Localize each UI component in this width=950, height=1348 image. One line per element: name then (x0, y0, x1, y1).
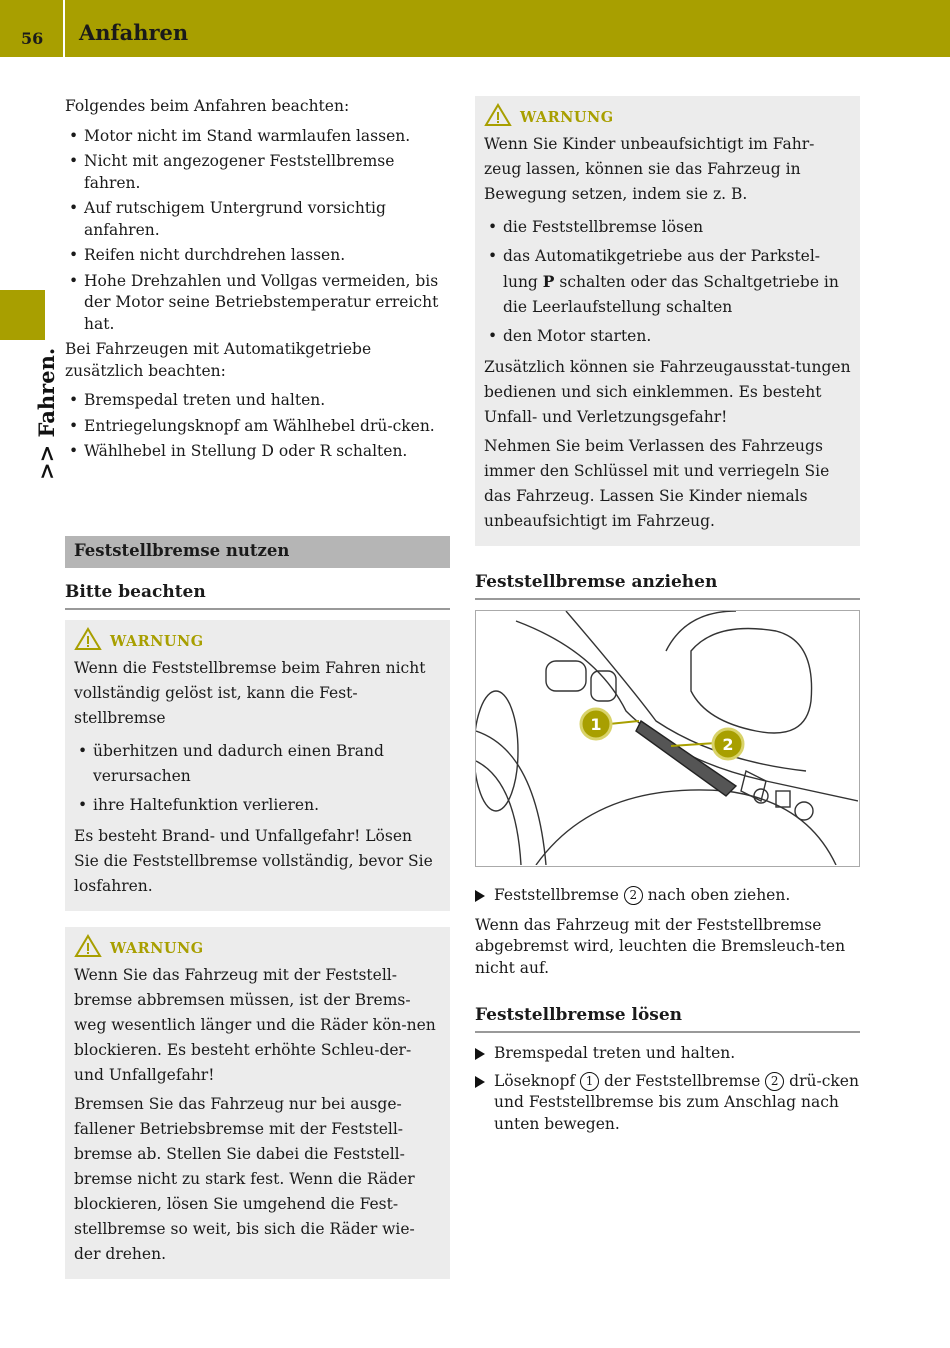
warning-box (65, 927, 450, 1279)
warning-label: WARNUNG (520, 108, 614, 126)
warning-triangle-icon (484, 103, 512, 131)
callout-ref: 1 (580, 1072, 599, 1091)
list-item: • Reifen nicht durchdrehen lassen. (65, 245, 450, 267)
warning-text: Wenn die Feststellbremse beim Fahren nicht vollständig gelöst ist, kann die Fest-stellbremse (74, 659, 426, 727)
warning-text: Wenn Sie das Fahrzeug mit der Feststell-bremse abbremsen müssen, ist der Brems-weg wesentlich länger und die Räder kön-nen blockieren. Es besteht erhöhte Schleu-der- und Unfallgefahr! (74, 966, 436, 1084)
callout-ref: 2 (765, 1072, 784, 1091)
instruction-step: Löseknopf 1 der Feststellbremse 2 drü-cken und Feststellbremse bis zum Anschlag nach unten bewegen. (475, 1071, 860, 1136)
parking-brake-illustration (475, 610, 860, 867)
intro-list (65, 126, 450, 336)
list-item: • das Automatikgetriebe aus der Parkstel-lung P schalten oder das Schaltgetriebe in die Leerlaufstellung schalten (484, 244, 851, 320)
warning-text: Bremsen Sie das Fahrzeug nur bei ausge-fallener Betriebsbremse mit der Feststell-bremse ab. Stellen Sie dabei die Feststell-bremse nicht zu stark fest. Wenn die Räder blockieren, lösen Sie umgehend die Fest-stellbremse so weit, bis sich die Räder wie-der drehen. (74, 1095, 415, 1263)
list-item: • Hohe Drehzahlen und Vollgas vermeiden, bis der Motor seine Betriebstemperatur erreicht hat. (65, 271, 450, 336)
subsection-heading: Feststellbremse lösen (475, 1005, 860, 1033)
list-item: • überhitzen und dadurch einen Brand verursachen (74, 739, 441, 789)
list-item: • Auf rutschigem Untergrund vorsichtig anfahren. (65, 198, 450, 241)
left-column-lower (65, 536, 450, 1295)
step-arrow-icon (475, 1048, 485, 1060)
list-item: • Wählhebel in Stellung D oder R schalten. (65, 441, 450, 463)
page-title: Anfahren (79, 20, 189, 45)
list-item: • Bremspedal treten und halten. (65, 390, 450, 412)
list-item: • ihre Haltefunktion verlieren. (74, 793, 441, 818)
header-divider (63, 0, 65, 57)
callout-ref: 2 (624, 886, 643, 905)
warning-box (65, 620, 450, 911)
list-item: • Nicht mit angezogener Feststellbremse fahren. (65, 151, 450, 194)
warning-triangle-icon (74, 627, 102, 655)
list-item: • die Feststellbremse lösen (484, 215, 851, 240)
intro-text: Folgendes beim Anfahren beachten: (65, 97, 350, 115)
page-number: 56 (21, 29, 44, 48)
warning-triangle-icon (74, 934, 102, 962)
callout-1: 1 (590, 715, 602, 734)
list-item: • Motor nicht im Stand warmlaufen lassen. (65, 126, 450, 148)
left-column (65, 96, 450, 467)
step-arrow-icon (475, 890, 485, 902)
side-tab-marker (0, 290, 45, 340)
callout-2: 2 (722, 735, 734, 754)
instruction-step: Feststellbremse 2 nach oben ziehen. (475, 885, 860, 907)
warning-label: WARNUNG (110, 632, 204, 650)
subsection-heading: Bitte beachten (65, 582, 450, 610)
auto-list (65, 390, 450, 463)
note-text: Wenn das Fahrzeug mit der Feststellbremse abgebremst wird, leuchten die Bremsleuch-ten nicht auf. (475, 915, 846, 977)
warning-text: Nehmen Sie beim Verlassen des Fahrzeugs immer den Schlüssel mit und verriegeln Sie das Fahrzeug. Lassen Sie Kinder niemals unbeaufsichtigt im Fahrzeug. (484, 437, 830, 530)
page-header (0, 0, 950, 57)
right-column (475, 96, 860, 1141)
warning-label: WARNUNG (110, 939, 204, 957)
instruction-step: Bremspedal treten und halten. (475, 1043, 860, 1065)
list-item: • Entriegelungsknopf am Wählhebel drü-cken. (65, 416, 450, 438)
warning-text: Es besteht Brand- und Unfallgefahr! Lösen Sie die Feststellbremse vollständig, bevor Sie losfahren. (74, 827, 433, 895)
side-tab-label: >> Fahren. (34, 347, 59, 480)
warning-text: Wenn Sie Kinder unbeaufsichtigt im Fahr-zeug lassen, können sie das Fahrzeug in Bewegung setzen, indem sie z. B. (484, 135, 815, 203)
warning-text: Zusätzlich können sie Fahrzeugausstat-tungen bedienen und sich einklemmen. Es besteht Unfall- und Verletzungsgefahr! (484, 358, 851, 426)
step-arrow-icon (475, 1076, 485, 1088)
warning-box (475, 96, 860, 546)
list-item: • den Motor starten. (484, 324, 851, 349)
subsection-heading: Feststellbremse anziehen (475, 572, 860, 600)
auto-intro: Bei Fahrzeugen mit Automatikgetriebe zusätzlich beachten: (65, 340, 372, 380)
section-heading: Feststellbremse nutzen (65, 536, 450, 568)
